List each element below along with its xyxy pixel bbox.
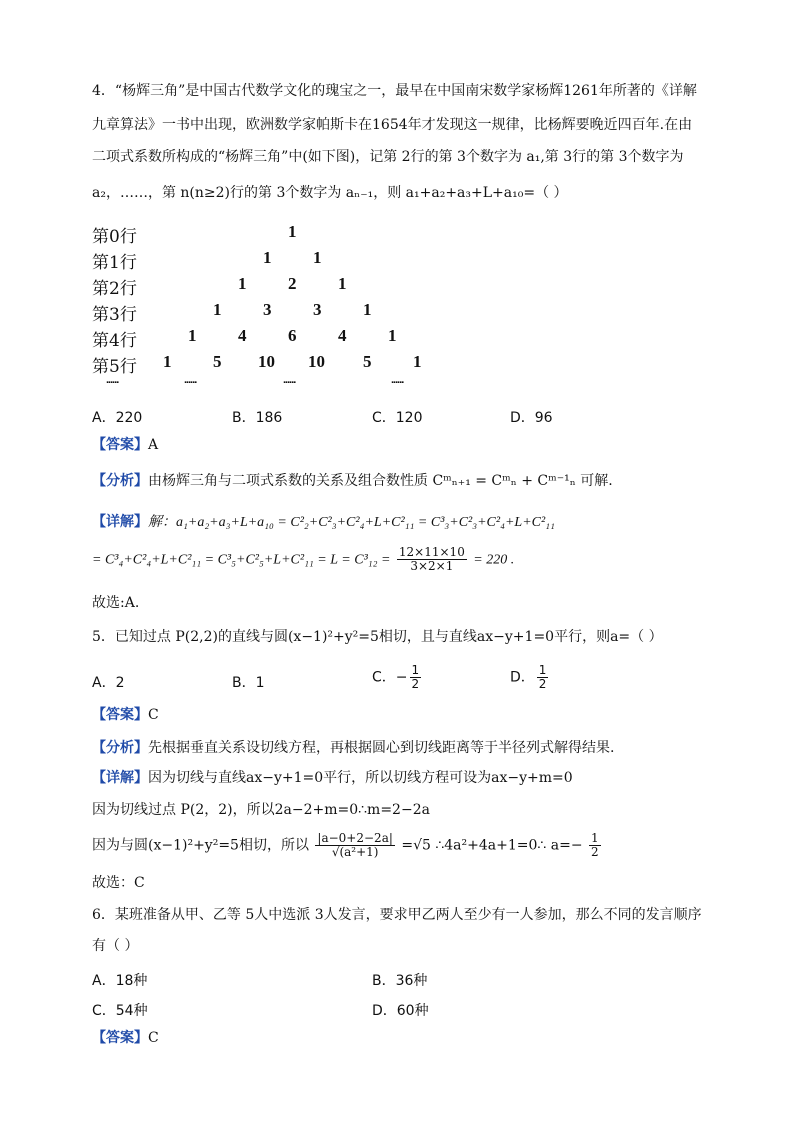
triangle-number: 10 [308, 352, 325, 371]
triangle-number: 1 [413, 352, 422, 371]
row-label: 第4行 [92, 331, 137, 351]
q4-detail-line1 [92, 515, 555, 530]
q6-answer [92, 1031, 159, 1045]
detail-text: 解：a₁+a₂+a₃+L+a₁₀ = C²₂+C²₃+C²₄+L+C²₁₁ = C³₃+C²₃+C²₄+L+C²₁₁ [148, 515, 555, 530]
q4-answer [92, 438, 158, 452]
detail-text: = C³₄+C²₄+L+C²₁₁ = C³₅+C²₅+L+C²₁₁ = L = C³₁₂ = [92, 552, 391, 568]
triangle-row-4 [92, 326, 492, 351]
option-d[interactable]: D．60种 [372, 1003, 429, 1019]
option-b[interactable]: B．36种 [372, 973, 428, 989]
triangle-row-3 [92, 300, 492, 325]
fraction [397, 546, 467, 573]
answer-value: A [148, 437, 159, 453]
fraction [537, 664, 549, 691]
answer-tag: 【答案】 [92, 707, 148, 723]
triangle-number: 1 [188, 326, 197, 345]
fraction-denominator: √(a²+1) [331, 845, 379, 860]
triangle-number: 1 [388, 326, 397, 345]
q4-stem-line1: 4．“杨辉三角”是中国古代数学文化的瑰宝之一，最早在中国南宋数学家杨辉1261年所著的《详解 [92, 83, 697, 99]
triangle-row-5 [92, 352, 492, 377]
triangle-number: 5 [213, 352, 222, 371]
option-a[interactable]: A．2 [92, 675, 125, 691]
option-d[interactable]: D．96 [510, 410, 553, 426]
triangle-number: 10 [258, 352, 275, 371]
fraction-numerator: 1 [591, 831, 599, 845]
analysis-tag: 【分析】 [92, 740, 148, 756]
fraction-denominator: 2 [411, 677, 420, 692]
triangle-number: 1 [363, 300, 372, 319]
fraction-numerator: 1 [538, 663, 547, 677]
detail-text: =√5 ∴4a²+4a+1=0∴ a=− [401, 837, 583, 854]
q5-stem: 5．已知过点 P(2,2)的直线与圆(x−1)²+y²=5相切，且与直线ax−y+1=0平行，则a=（ ） [92, 629, 663, 645]
q5-answer [92, 708, 159, 722]
fraction-denominator: 2 [538, 677, 547, 692]
q4-conclusion: 故选:A. [92, 595, 140, 611]
fraction [410, 664, 422, 691]
q5-analysis [92, 741, 614, 755]
triangle-number: 3 [263, 300, 272, 319]
option-c[interactable]: C．120 [372, 410, 423, 426]
detail-text: 因为切线与直线ax−y+1=0平行，所以切线方程可设为ax−y+m=0 [148, 770, 573, 786]
q5-detail-line1 [92, 771, 573, 785]
triangle-number: 1 [163, 352, 172, 371]
detail-tag: 【详解】 [92, 770, 148, 786]
triangle-number: 6 [288, 326, 297, 345]
option-label: D． [510, 669, 535, 686]
ellipsis: ...... [106, 374, 119, 386]
answer-value: C [148, 707, 159, 723]
triangle-number: 4 [238, 326, 247, 345]
fraction-numerator: |a−0+2−2a| [317, 831, 393, 845]
option-c[interactable] [372, 664, 423, 691]
triangle-row-0 [92, 222, 492, 247]
row-label: 第0行 [92, 227, 137, 247]
triangle-number: 1 [338, 274, 347, 293]
q5-detail-line3 [92, 832, 603, 859]
triangle-number: 2 [288, 274, 297, 293]
option-b[interactable]: B．1 [232, 675, 265, 691]
fraction-numerator: 12×11×10 [398, 545, 465, 559]
q4-analysis [92, 474, 613, 488]
triangle-number: 1 [238, 274, 247, 293]
triangle-row-2 [92, 274, 492, 299]
q5-conclusion: 故选：C [92, 875, 145, 891]
option-a[interactable]: A．220 [92, 410, 143, 426]
fraction-denominator: 3×2×1 [410, 559, 454, 574]
fraction-numerator: 1 [411, 663, 420, 677]
q5-detail-line2: 因为切线过点 P(2，2)，所以2a−2+m=0∴m=2−2a [92, 802, 430, 818]
q4-stem-line4: a₂，……，第 n(n≥2)行的第 3个数字为 aₙ₋₁，则 a₁+a₂+a₃+L+a₁₀=（ ） [92, 185, 568, 201]
answer-value: C [148, 1030, 159, 1046]
triangle-row-1 [92, 248, 492, 273]
row-label: 第2行 [92, 279, 137, 299]
analysis-text: 先根据垂直关系设切线方程，再根据圆心到切线距离等于半径列式解得结果. [148, 740, 615, 756]
option-label: C．− [372, 669, 408, 686]
row-label: 第5行 [92, 357, 137, 377]
analysis-tag: 【分析】 [92, 473, 148, 489]
answer-tag: 【答案】 [92, 437, 148, 453]
detail-tag: 【详解】 [92, 514, 148, 530]
triangle-number: 1 [288, 222, 297, 241]
triangle-number: 5 [363, 352, 372, 371]
ellipsis: ...... [391, 374, 404, 386]
analysis-text: 由杨辉三角与二项式系数的关系及组合数性质 Cᵐₙ₊₁ = Cᵐₙ + Cᵐ⁻¹ₙ 可解. [148, 473, 613, 489]
triangle-number: 1 [313, 248, 322, 267]
answer-tag: 【答案】 [92, 1030, 148, 1046]
q6-stem-line1: 6．某班准备从甲、乙等 5人中选派 3人发言，要求甲乙两人至少有一人参加，那么不同的发言顺序 [92, 907, 702, 923]
option-d[interactable] [510, 664, 550, 691]
q4-stem-line3: 二项式系数所构成的“杨辉三角”中(如下图)，记第 2行的第 3个数字为 a₁,第 3行的第 3个数字为 [92, 149, 684, 165]
fraction [589, 832, 601, 859]
q4-stem-line2: 九章算法》一书中出现，欧洲数学家帕斯卡在1654年才发现这一规律，比杨辉要晚近四百年.在由 [92, 117, 693, 133]
triangle-number: 1 [263, 248, 272, 267]
option-c[interactable]: C．54种 [92, 1003, 148, 1019]
fraction-denominator: 2 [591, 845, 599, 860]
triangle-number: 1 [213, 300, 222, 319]
ellipsis: ...... [184, 374, 197, 386]
option-b[interactable]: B．186 [232, 410, 283, 426]
option-a[interactable]: A．18种 [92, 973, 148, 989]
row-label: 第1行 [92, 253, 137, 273]
ellipsis: ...... [283, 374, 296, 386]
detail-text: 因为与圆(x−1)²+y²=5相切，所以 [92, 837, 309, 854]
q4-detail-line2 [92, 546, 514, 573]
fraction [315, 832, 394, 859]
detail-text: = 220 . [473, 552, 515, 568]
triangle-number: 3 [313, 300, 322, 319]
row-label: 第3行 [92, 305, 137, 325]
triangle-number: 4 [338, 326, 347, 345]
q6-stem-line2: 有（ ） [92, 938, 139, 954]
